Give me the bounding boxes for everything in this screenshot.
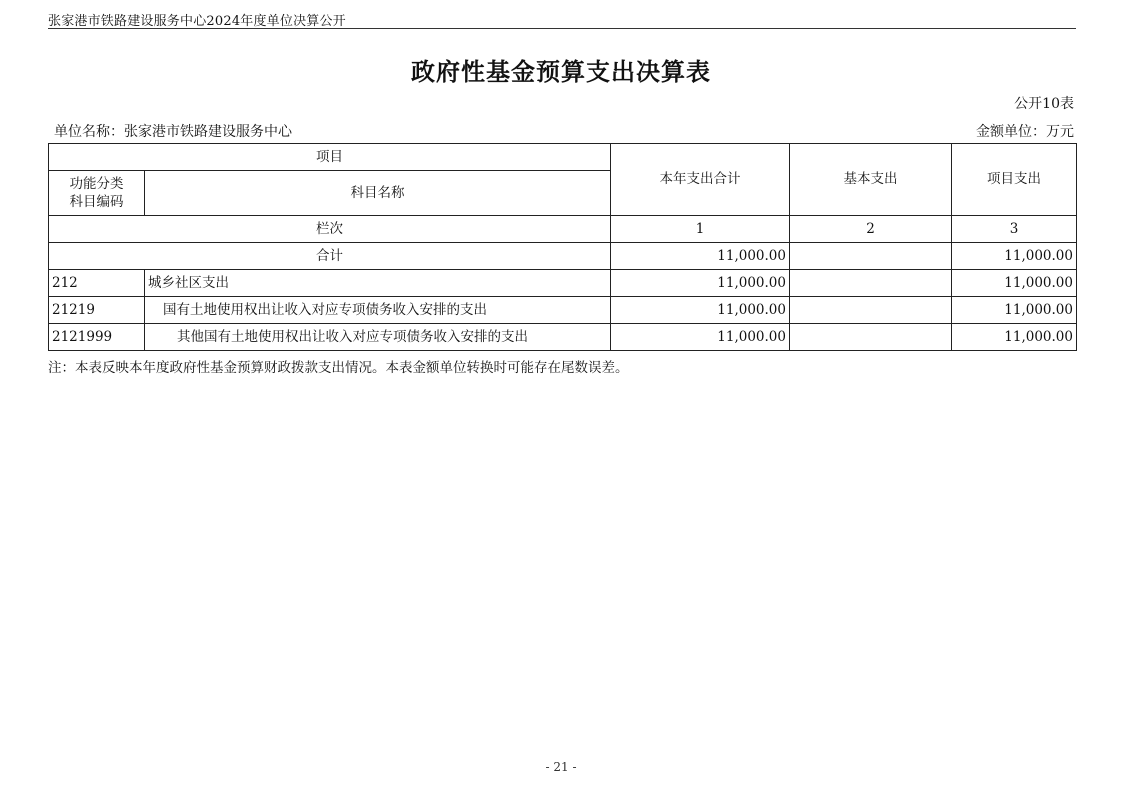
running-header: 张家港市铁路建设服务中心2024年度单位决算公开 <box>48 14 346 29</box>
amount-unit: 金额单位：万元 <box>976 124 1074 140</box>
table-row <box>49 270 1077 297</box>
page-number: - 21 - <box>545 760 577 774</box>
header-row-1 <box>49 144 1077 171</box>
fund-expenditure-table <box>48 143 1077 351</box>
table-row <box>49 324 1077 351</box>
column-index-1: 1 <box>611 216 790 243</box>
row-name: 国有土地使用权出让收入对应专项债务收入安排的支出 <box>145 297 611 324</box>
row-total: 11,000.00 <box>611 270 790 297</box>
row-code: 212 <box>49 270 145 297</box>
page-title: 政府性基金预算支出决算表 <box>411 57 711 86</box>
header-code: 功能分类 科目编码 <box>49 171 145 216</box>
header-basic: 基本支出 <box>790 144 952 216</box>
row-code: 21219 <box>49 297 145 324</box>
row-basic <box>790 324 952 351</box>
total-project: 11,000.00 <box>952 243 1077 270</box>
row-name: 城乡社区支出 <box>145 270 611 297</box>
column-index-label: 栏次 <box>49 216 611 243</box>
column-index-3: 3 <box>952 216 1077 243</box>
total-row <box>49 243 1077 270</box>
total-label: 合计 <box>49 243 611 270</box>
table-row <box>49 297 1077 324</box>
row-total: 11,000.00 <box>611 297 790 324</box>
footnote: 注：本表反映本年度政府性基金预算财政拨款支出情况。本表金额单位转换时可能存在尾数误差。 <box>48 360 629 376</box>
row-name: 其他国有土地使用权出让收入对应专项债务收入安排的支出 <box>145 324 611 351</box>
header-total: 本年支出合计 <box>611 144 790 216</box>
row-total: 11,000.00 <box>611 324 790 351</box>
row-code: 2121999 <box>49 324 145 351</box>
header-item: 项目 <box>49 144 611 171</box>
row-project: 11,000.00 <box>952 297 1077 324</box>
header-divider <box>48 28 1076 29</box>
header-project: 项目支出 <box>952 144 1077 216</box>
total-amount: 11,000.00 <box>611 243 790 270</box>
column-index-2: 2 <box>790 216 952 243</box>
total-basic <box>790 243 952 270</box>
form-number: 公开10表 <box>1014 96 1074 112</box>
row-project: 11,000.00 <box>952 270 1077 297</box>
row-basic <box>790 297 952 324</box>
row-basic <box>790 270 952 297</box>
column-index-row <box>49 216 1077 243</box>
header-name: 科目名称 <box>145 171 611 216</box>
row-project: 11,000.00 <box>952 324 1077 351</box>
unit-name: 单位名称：张家港市铁路建设服务中心 <box>54 124 292 140</box>
